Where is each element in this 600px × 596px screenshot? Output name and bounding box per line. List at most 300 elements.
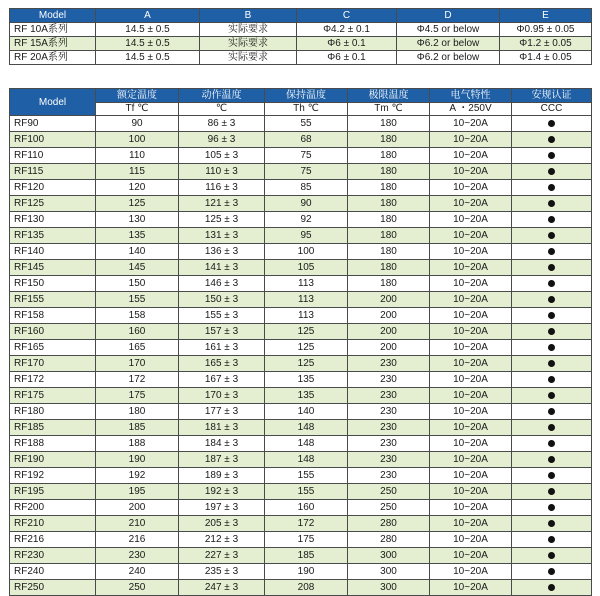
table-cell: 68: [265, 132, 348, 148]
certification-cell: [512, 244, 592, 260]
certification-cell: [512, 580, 592, 596]
table-cell: 235 ± 3: [179, 564, 265, 580]
table-cell: 110: [96, 148, 179, 164]
filled-dot-icon: [548, 392, 555, 399]
table-cell: 200: [96, 500, 179, 516]
table-cell: 121 ± 3: [179, 196, 265, 212]
table-cell: 116 ± 3: [179, 180, 265, 196]
table-cell: 10~20A: [430, 308, 512, 324]
table-cell: 125: [265, 340, 348, 356]
table-cell: Φ4.2 ± 0.1: [297, 23, 397, 37]
spec-header-limit-temp: 极限温度: [348, 89, 430, 103]
table-row: [10, 308, 592, 324]
spec-subheader-celsius: ℃: [179, 103, 265, 116]
table-cell: 10~20A: [430, 292, 512, 308]
table-cell: 161 ± 3: [179, 340, 265, 356]
spec-subheader-th: Th ℃: [265, 103, 348, 116]
table-cell: 230: [348, 356, 430, 372]
spec-subheader-ccc: CCC: [512, 103, 592, 116]
spec-subheader-tf: Tf ℃: [96, 103, 179, 116]
table-cell: 200: [348, 308, 430, 324]
table-row: [10, 148, 592, 164]
filled-dot-icon: [548, 328, 555, 335]
table-cell: 170: [96, 356, 179, 372]
certification-cell: [512, 564, 592, 580]
table-row: [10, 532, 592, 548]
dimension-table: [9, 8, 592, 65]
table-row: [10, 452, 592, 468]
table-cell: 170 ± 3: [179, 388, 265, 404]
table-cell: 185: [265, 548, 348, 564]
filled-dot-icon: [548, 344, 555, 351]
table-cell: RF230: [10, 548, 96, 564]
filled-dot-icon: [548, 184, 555, 191]
table-cell: 180: [348, 212, 430, 228]
certification-cell: [512, 452, 592, 468]
table-cell: 280: [348, 532, 430, 548]
certification-cell: [512, 164, 592, 180]
table-cell: Φ6 ± 0.1: [297, 37, 397, 51]
table-cell: 10~20A: [430, 260, 512, 276]
dim-header-c: C: [297, 9, 397, 23]
table-cell: 145: [96, 260, 179, 276]
table-cell: 192 ± 3: [179, 484, 265, 500]
certification-cell: [512, 356, 592, 372]
table-cell: 10~20A: [430, 132, 512, 148]
table-cell: 180: [348, 132, 430, 148]
filled-dot-icon: [548, 200, 555, 207]
table-row: [10, 468, 592, 484]
table-cell: RF125: [10, 196, 96, 212]
table-row: [10, 196, 592, 212]
table-cell: 200: [348, 324, 430, 340]
table-cell: 210: [96, 516, 179, 532]
table-cell: 180: [348, 116, 430, 132]
table-cell: RF188: [10, 436, 96, 452]
filled-dot-icon: [548, 280, 555, 287]
table-cell: 75: [265, 164, 348, 180]
filled-dot-icon: [548, 488, 555, 495]
table-cell: 155: [265, 468, 348, 484]
table-row: [10, 23, 592, 37]
table-cell: 250: [348, 500, 430, 516]
table-cell: 10~20A: [430, 372, 512, 388]
table-cell: 10~20A: [430, 548, 512, 564]
table-cell: 230: [348, 468, 430, 484]
table-cell: RF120: [10, 180, 96, 196]
table-cell: 113: [265, 308, 348, 324]
table-cell: 110 ± 3: [179, 164, 265, 180]
certification-cell: [512, 180, 592, 196]
spec-header-operating-temp: 动作温度: [179, 89, 265, 103]
spec-header-model: Model: [10, 89, 96, 116]
table-cell: 10~20A: [430, 564, 512, 580]
table-cell: 192: [96, 468, 179, 484]
filled-dot-icon: [548, 296, 555, 303]
certification-cell: [512, 404, 592, 420]
table-cell: 157 ± 3: [179, 324, 265, 340]
table-cell: 300: [348, 580, 430, 596]
table-cell: 130: [96, 212, 179, 228]
table-cell: 230: [348, 436, 430, 452]
table-cell: 10~20A: [430, 484, 512, 500]
certification-cell: [512, 196, 592, 212]
table-cell: RF 20A系列: [10, 51, 96, 65]
table-cell: 95: [265, 228, 348, 244]
table-cell: 10~20A: [430, 244, 512, 260]
table-row: [10, 164, 592, 180]
table-cell: 155 ± 3: [179, 308, 265, 324]
certification-cell: [512, 436, 592, 452]
spec-table: [9, 88, 592, 596]
table-cell: 10~20A: [430, 404, 512, 420]
table-row: [10, 260, 592, 276]
table-cell: 141 ± 3: [179, 260, 265, 276]
dim-header-a: A: [96, 9, 200, 23]
table-cell: 125: [96, 196, 179, 212]
table-cell: 230: [96, 548, 179, 564]
table-cell: 180: [348, 276, 430, 292]
table-cell: 10~20A: [430, 388, 512, 404]
table-cell: 100: [96, 132, 179, 148]
table-cell: 180: [348, 148, 430, 164]
table-cell: 180: [348, 196, 430, 212]
certification-cell: [512, 372, 592, 388]
table-cell: 10~20A: [430, 356, 512, 372]
table-row: [10, 51, 592, 65]
table-cell: Φ6.2 or below: [397, 37, 500, 51]
filled-dot-icon: [548, 440, 555, 447]
table-cell: 125: [265, 324, 348, 340]
certification-cell: [512, 340, 592, 356]
table-cell: 140: [96, 244, 179, 260]
table-cell: 10~20A: [430, 212, 512, 228]
table-cell: 205 ± 3: [179, 516, 265, 532]
table-cell: 155: [265, 484, 348, 500]
spec-header-rated-temp: 额定温度: [96, 89, 179, 103]
certification-cell: [512, 116, 592, 132]
table-cell: 120: [96, 180, 179, 196]
table-row: [10, 244, 592, 260]
table-cell: 113: [265, 276, 348, 292]
table-cell: 135: [265, 372, 348, 388]
filled-dot-icon: [548, 552, 555, 559]
table-cell: RF170: [10, 356, 96, 372]
table-cell: 90: [96, 116, 179, 132]
table-row: [10, 212, 592, 228]
table-row: [10, 420, 592, 436]
filled-dot-icon: [548, 152, 555, 159]
table-cell: RF175: [10, 388, 96, 404]
table-cell: 96 ± 3: [179, 132, 265, 148]
filled-dot-icon: [548, 376, 555, 383]
table-cell: 230: [348, 372, 430, 388]
table-cell: 184 ± 3: [179, 436, 265, 452]
table-cell: Φ1.2 ± 0.05: [500, 37, 592, 51]
table-cell: RF165: [10, 340, 96, 356]
certification-cell: [512, 132, 592, 148]
table-cell: 10~20A: [430, 116, 512, 132]
table-cell: 175: [96, 388, 179, 404]
table-cell: RF 10A系列: [10, 23, 96, 37]
table-cell: 140: [265, 404, 348, 420]
table-row: [10, 500, 592, 516]
table-cell: 247 ± 3: [179, 580, 265, 596]
filled-dot-icon: [548, 520, 555, 527]
table-cell: RF195: [10, 484, 96, 500]
table-cell: 185: [96, 420, 179, 436]
certification-cell: [512, 148, 592, 164]
table-cell: 250: [348, 484, 430, 500]
table-cell: 230: [348, 388, 430, 404]
table-cell: 150: [96, 276, 179, 292]
filled-dot-icon: [548, 472, 555, 479]
table-cell: 155: [96, 292, 179, 308]
table-cell: 10~20A: [430, 580, 512, 596]
table-cell: 135: [96, 228, 179, 244]
spec-subheader-voltage: A ・250V: [430, 103, 512, 116]
filled-dot-icon: [548, 264, 555, 271]
table-cell: 250: [96, 580, 179, 596]
table-cell: Φ1.4 ± 0.05: [500, 51, 592, 65]
table-cell: 113: [265, 292, 348, 308]
table-cell: RF210: [10, 516, 96, 532]
table-cell: 148: [265, 420, 348, 436]
table-cell: 300: [348, 564, 430, 580]
table-cell: RF158: [10, 308, 96, 324]
table-row: [10, 180, 592, 196]
table-cell: 180: [348, 260, 430, 276]
table-cell: 180: [348, 180, 430, 196]
table-cell: RF240: [10, 564, 96, 580]
table-cell: RF160: [10, 324, 96, 340]
table-cell: 125: [265, 356, 348, 372]
spec-header-electrical: 电气特性: [430, 89, 512, 103]
table-cell: 200: [348, 340, 430, 356]
table-cell: 14.5 ± 0.5: [96, 23, 200, 37]
certification-cell: [512, 260, 592, 276]
dim-header-d: D: [397, 9, 500, 23]
filled-dot-icon: [548, 408, 555, 415]
table-cell: RF110: [10, 148, 96, 164]
filled-dot-icon: [548, 120, 555, 127]
filled-dot-icon: [548, 216, 555, 223]
filled-dot-icon: [548, 136, 555, 143]
table-cell: 92: [265, 212, 348, 228]
filled-dot-icon: [548, 312, 555, 319]
table-cell: 10~20A: [430, 436, 512, 452]
table-cell: 10~20A: [430, 452, 512, 468]
table-row: [10, 340, 592, 356]
table-cell: 实际要求: [200, 37, 297, 51]
table-cell: 10~20A: [430, 516, 512, 532]
table-row: [10, 484, 592, 500]
table-cell: RF130: [10, 212, 96, 228]
dim-header-e: E: [500, 9, 592, 23]
table-row: [10, 404, 592, 420]
table-row: [10, 324, 592, 340]
certification-cell: [512, 532, 592, 548]
table-cell: 115: [96, 164, 179, 180]
dimension-table-header-row: [10, 9, 592, 23]
table-cell: 10~20A: [430, 196, 512, 212]
table-cell: 10~20A: [430, 468, 512, 484]
table-row: [10, 548, 592, 564]
table-cell: Φ0.95 ± 0.05: [500, 23, 592, 37]
table-cell: 14.5 ± 0.5: [96, 51, 200, 65]
table-cell: Φ6 ± 0.1: [297, 51, 397, 65]
table-cell: 10~20A: [430, 180, 512, 196]
table-cell: 180: [348, 164, 430, 180]
table-cell: 10~20A: [430, 148, 512, 164]
table-cell: 86 ± 3: [179, 116, 265, 132]
table-cell: RF180: [10, 404, 96, 420]
certification-cell: [512, 468, 592, 484]
table-cell: 189 ± 3: [179, 468, 265, 484]
filled-dot-icon: [548, 248, 555, 255]
table-cell: 125 ± 3: [179, 212, 265, 228]
filled-dot-icon: [548, 536, 555, 543]
table-cell: 10~20A: [430, 340, 512, 356]
table-cell: RF192: [10, 468, 96, 484]
table-cell: 177 ± 3: [179, 404, 265, 420]
table-cell: 131 ± 3: [179, 228, 265, 244]
table-cell: 10~20A: [430, 500, 512, 516]
table-cell: 181 ± 3: [179, 420, 265, 436]
table-cell: 280: [348, 516, 430, 532]
table-cell: RF190: [10, 452, 96, 468]
table-cell: 165 ± 3: [179, 356, 265, 372]
table-cell: 190: [265, 564, 348, 580]
table-cell: RF115: [10, 164, 96, 180]
spec-table-subheader-row: [10, 103, 592, 116]
certification-cell: [512, 500, 592, 516]
table-cell: RF135: [10, 228, 96, 244]
table-cell: 150 ± 3: [179, 292, 265, 308]
table-cell: 10~20A: [430, 276, 512, 292]
table-cell: RF172: [10, 372, 96, 388]
table-cell: 172: [96, 372, 179, 388]
table-row: [10, 37, 592, 51]
filled-dot-icon: [548, 584, 555, 591]
table-cell: RF250: [10, 580, 96, 596]
table-row: [10, 372, 592, 388]
table-cell: 实际要求: [200, 23, 297, 37]
filled-dot-icon: [548, 232, 555, 239]
table-cell: 180: [348, 228, 430, 244]
table-cell: 212 ± 3: [179, 532, 265, 548]
certification-cell: [512, 516, 592, 532]
filled-dot-icon: [548, 168, 555, 175]
spec-table-header-row: [10, 89, 592, 103]
table-cell: RF 15A系列: [10, 37, 96, 51]
spec-subheader-tm: Tm ℃: [348, 103, 430, 116]
table-cell: 160: [265, 500, 348, 516]
table-cell: 200: [348, 292, 430, 308]
table-cell: 55: [265, 116, 348, 132]
table-cell: 208: [265, 580, 348, 596]
table-cell: 14.5 ± 0.5: [96, 37, 200, 51]
table-cell: 160: [96, 324, 179, 340]
certification-cell: [512, 548, 592, 564]
table-cell: 105 ± 3: [179, 148, 265, 164]
table-cell: 100: [265, 244, 348, 260]
certification-cell: [512, 228, 592, 244]
table-row: [10, 388, 592, 404]
table-row: [10, 516, 592, 532]
table-cell: 146 ± 3: [179, 276, 265, 292]
filled-dot-icon: [548, 504, 555, 511]
table-cell: 10~20A: [430, 324, 512, 340]
table-cell: 230: [348, 452, 430, 468]
table-cell: RF216: [10, 532, 96, 548]
table-cell: 188: [96, 436, 179, 452]
table-row: [10, 580, 592, 596]
table-cell: 10~20A: [430, 228, 512, 244]
table-cell: 240: [96, 564, 179, 580]
certification-cell: [512, 292, 592, 308]
dim-header-b: B: [200, 9, 297, 23]
table-cell: 167 ± 3: [179, 372, 265, 388]
table-cell: 172: [265, 516, 348, 532]
table-row: [10, 132, 592, 148]
certification-cell: [512, 388, 592, 404]
certification-cell: [512, 324, 592, 340]
table-cell: 148: [265, 436, 348, 452]
table-row: [10, 356, 592, 372]
table-cell: 148: [265, 452, 348, 468]
table-cell: 190: [96, 452, 179, 468]
table-cell: 180: [348, 244, 430, 260]
table-cell: 10~20A: [430, 532, 512, 548]
table-row: [10, 564, 592, 580]
table-cell: 227 ± 3: [179, 548, 265, 564]
certification-cell: [512, 420, 592, 436]
table-cell: 105: [265, 260, 348, 276]
filled-dot-icon: [548, 424, 555, 431]
table-cell: 216: [96, 532, 179, 548]
table-cell: 187 ± 3: [179, 452, 265, 468]
table-row: [10, 276, 592, 292]
table-cell: RF155: [10, 292, 96, 308]
table-cell: Φ4.5 or below: [397, 23, 500, 37]
table-row: [10, 292, 592, 308]
spec-header-certification: 安规认证: [512, 89, 592, 103]
table-cell: RF200: [10, 500, 96, 516]
table-cell: 165: [96, 340, 179, 356]
table-row: [10, 436, 592, 452]
filled-dot-icon: [548, 456, 555, 463]
table-cell: 10~20A: [430, 164, 512, 180]
table-cell: 10~20A: [430, 420, 512, 436]
table-cell: 175: [265, 532, 348, 548]
table-row: [10, 116, 592, 132]
certification-cell: [512, 276, 592, 292]
dim-header-model: Model: [10, 9, 96, 23]
table-cell: RF140: [10, 244, 96, 260]
table-cell: 195: [96, 484, 179, 500]
table-cell: RF100: [10, 132, 96, 148]
table-cell: 230: [348, 404, 430, 420]
table-cell: 85: [265, 180, 348, 196]
table-cell: RF145: [10, 260, 96, 276]
table-cell: RF90: [10, 116, 96, 132]
table-row: [10, 228, 592, 244]
table-cell: 158: [96, 308, 179, 324]
table-cell: 实际要求: [200, 51, 297, 65]
certification-cell: [512, 212, 592, 228]
table-cell: 230: [348, 420, 430, 436]
